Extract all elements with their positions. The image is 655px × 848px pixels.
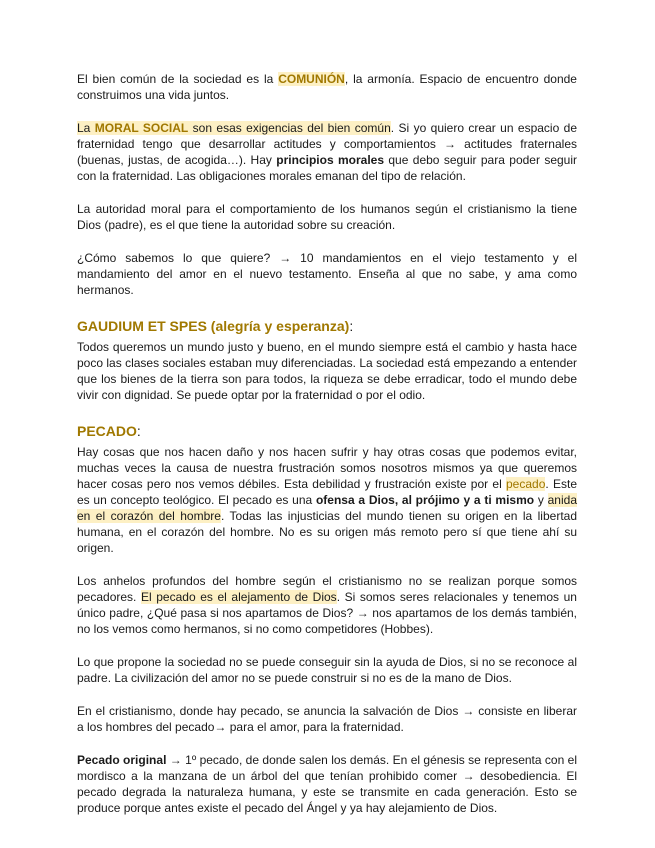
heading-gaudium-et-spes <box>77 317 577 335</box>
keyword-moral-social: MORAL SOCIAL <box>94 121 189 135</box>
keyword-comunion: COMUNIÓN <box>278 72 345 86</box>
text: La <box>77 121 95 135</box>
heading-text: PECADO <box>77 423 137 439</box>
heading-pecado <box>77 422 577 440</box>
text: y <box>534 493 548 507</box>
text: que debo seguir para poder seguir con la fraternidad. Las obligaciones morales emanan del tipo de relación. <box>77 153 578 183</box>
paragraph-anhelos <box>77 573 577 637</box>
bold-pecado-original: Pecado original <box>77 753 167 767</box>
text: , la armonía. Espacio de encuentro donde construimos una vida juntos. <box>77 72 577 102</box>
bold-ofensa: ofensa a Dios, al prójimo y a ti mismo <box>315 493 535 507</box>
paragraph-moral-social <box>77 120 577 184</box>
paragraph-pecado <box>77 444 577 556</box>
text: . Si somos seres relacionales y tenemos un único padre, ¿Qué pasa si nos apartamos de Dios? → nos apartamos de los demás también, no los vemos como hermanos, si no como competidores (Hobbes). <box>77 590 577 636</box>
paragraph-mandamientos: ¿Cómo sabemos lo que quiere? → 10 mandamientos en el viejo testamento y el mandamiento del amor en el nuevo testamento. Enseña al que no sabe, y ama como hermanos. <box>77 251 577 297</box>
paragraph-autoridad: La autoridad moral para el comportamiento de los humanos según el cristianismo la tiene Dios (padre), es el que tiene la autoridad sobre su creación. <box>77 202 577 232</box>
paragraph-salvacion: En el cristianismo, donde hay pecado, se anuncia la salvación de Dios → consiste en liberar a los hombres del pecado→ para el amor, para la fraternidad. <box>77 704 577 734</box>
text: El bien común de la sociedad es la <box>77 72 279 86</box>
highlight-text: son esas exigencias del bien común <box>188 121 391 135</box>
text: Los anhelos profundos del hombre según el cristianismo no se realizan porque somos pecadores. <box>77 574 577 604</box>
text: → 1º pecado, de donde salen los demás. En el génesis se representa con el mordisco a la manzana de un árbol del que tenían prohibido comer → desobediencia. El pecado degrada la naturaleza humana, y este se transmite en cada generación. Esto se produce porque antes existe el pecado del Ángel y ya hay alejamiento de Dios. <box>77 753 577 815</box>
text: Hay cosas que nos hacen daño y nos hacen sufrir y hay otras cosas que podemos evitar, muchas veces la causa de nuestra frustración somos nosotros mismos ya que queremos hacer cosas pero nos vemos débiles. Esta debilidad y frustración existe por el <box>77 445 577 491</box>
paragraph-comunion <box>77 71 577 103</box>
text: . Si yo quiero crear un espacio de fraternidad tengo que desarrollar actitudes y comportamientos → actitudes fraternales (buenas, justas, de acogida…). Hay <box>77 121 577 167</box>
paragraph-gaudium: Todos queremos un mundo justo y bueno, en el mundo siempre está el cambio y hasta hace poco las clases sociales estaban muy diferenciadas. La sociedad está empezando a entender que los bienes de la tierra son para todos, la riqueza se debe erradicar, todo el mundo debe vivir con dignidad. Se puede optar por la fraternidad o por el odio. <box>77 340 577 402</box>
heading-colon: : <box>349 318 354 334</box>
highlight-alejamento: El pecado es el alejamento de Dios <box>140 590 337 604</box>
keyword-pecado: pecado <box>506 477 546 491</box>
bold-principios-morales: principios morales <box>276 153 385 167</box>
text: . Este es un concepto teológico. El pecado es una <box>77 477 577 507</box>
heading-colon: : <box>136 423 141 439</box>
text: . Todas las injusticias del mundo tienen su origen en la libertad humana, en el corazón del hombre. No es su origen más remoto pero sí que tiene ahí su origen. <box>77 509 577 555</box>
paragraph-pecado-original <box>77 752 577 816</box>
heading-text: GAUDIUM ET SPES (alegría y esperanza) <box>77 318 350 334</box>
paragraph-sociedad: Lo que propone la sociedad no se puede conseguir sin la ayuda de Dios, si no se reconoce al padre. La civilización del amor no se puede construir si no es de la mano de Dios. <box>77 655 577 685</box>
highlight-corazon: anida en el corazón del hombre <box>77 493 577 523</box>
